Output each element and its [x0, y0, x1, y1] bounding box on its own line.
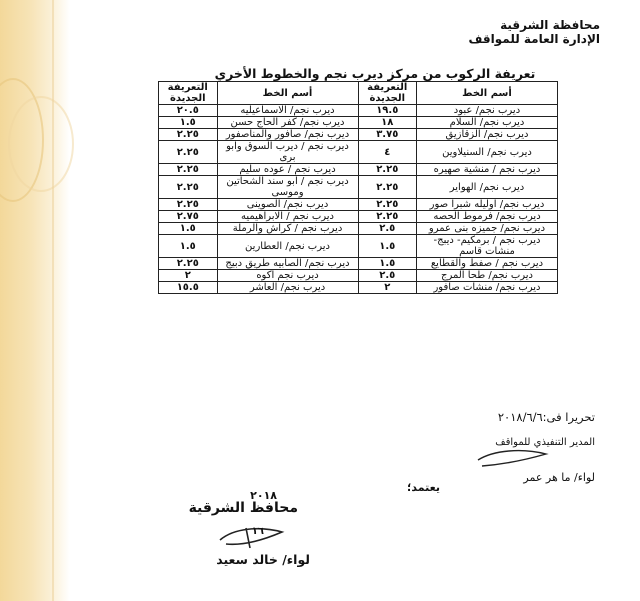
fare-cell: ٤ — [358, 141, 416, 164]
header-new-fare-left: التعريفة الجديدة — [159, 82, 218, 105]
fare-cell: ١.٥ — [358, 235, 416, 258]
line-name-cell: ديرب نجم / ديرب السوق وابو برى — [217, 141, 358, 164]
fare-cell: ٢.٢٥ — [358, 211, 416, 223]
line-name-cell: ديرب نجم/ اوليله شبرا صور — [416, 199, 557, 211]
governorate-name: محافظة الشرقية — [500, 18, 600, 32]
fare-cell: ١٥.٥ — [159, 282, 218, 294]
table-row — [159, 211, 558, 223]
fare-cell: ١.٥ — [159, 235, 218, 258]
fare-cell: ١.٥ — [159, 223, 218, 235]
fare-cell: ٢.٢٥ — [358, 199, 416, 211]
fare-cell: ٣.٧٥ — [358, 129, 416, 141]
line-name-cell: ديرب نجم / برمكيم- ديبج- منشات قاسم — [416, 235, 557, 258]
line-name-cell: ديرب نجم/ العطارين — [217, 235, 358, 258]
table-title: تعريفة الركوب من مركز ديرب نجم والخطوط الأخري — [214, 66, 536, 81]
table-row — [159, 164, 558, 176]
decorative-border — [0, 0, 70, 601]
table-row — [159, 270, 558, 282]
header-line-name-left: أسم الخط — [217, 82, 358, 105]
approval-label: يعتمد؛ — [407, 481, 440, 494]
table-row — [159, 117, 558, 129]
line-name-cell: ديرب نجم اكوه — [217, 270, 358, 282]
line-name-cell: ديرب نجم / ابو سند الشحاتين وموسى — [217, 176, 358, 199]
line-name-cell: ديرب نجم/ السنيلاوين — [416, 141, 557, 164]
department-name: الإدارة العامة للمواقف — [468, 32, 600, 46]
stamp-year: ٢٠١٨ — [250, 489, 277, 502]
line-name-cell: ديرب نجم / عوده سليم — [217, 164, 358, 176]
fare-cell: ٢.٢٥ — [159, 164, 218, 176]
table-row — [159, 105, 558, 117]
fare-cell: ١.٥ — [358, 258, 416, 270]
line-name-cell: ديرب نجم/ منشات صافور — [416, 282, 557, 294]
fare-cell: ٢.٥ — [358, 223, 416, 235]
fare-cell: ٢.٢٥ — [159, 176, 218, 199]
line-name-cell: ديرب نجم/ العاشر — [217, 282, 358, 294]
line-name-cell: ديرب نجم / كراش والرملة — [217, 223, 358, 235]
fare-cell: ٢.٥ — [358, 270, 416, 282]
fare-cell: ٢.٢٥ — [358, 164, 416, 176]
fare-cell: ٢ — [358, 282, 416, 294]
document-page — [70, 0, 640, 601]
fare-cell: ٢.٢٥ — [159, 141, 218, 164]
table-row — [159, 176, 558, 199]
written-date: تحريرا فى:٢٠١٨/٦/٦ — [497, 410, 595, 424]
line-name-cell: ديرب نجم/ صافور والمناصفور — [217, 129, 358, 141]
table-row — [159, 235, 558, 258]
stamp-number: ١٦ — [251, 526, 264, 537]
fare-cell: ٢.٧٥ — [159, 211, 218, 223]
header-new-fare-right: التعريفة الجديدة — [358, 82, 416, 105]
table-row — [159, 258, 558, 270]
fare-cell: ٢.٢٥ — [159, 129, 218, 141]
fare-cell: ٢.٢٥ — [159, 258, 218, 270]
stamp-governor-title: محافظ الشرقية — [188, 500, 298, 516]
fare-cell: ٢.٢٥ — [159, 199, 218, 211]
header-line-name-right: أسم الخط — [416, 82, 557, 105]
line-name-cell: ديرب نجم / الابراهيميه — [217, 211, 358, 223]
letterhead — [468, 18, 600, 46]
line-name-cell: ديرب نجم/ السلام — [416, 117, 557, 129]
line-name-cell: ديرب نجم/ فرموط الحصه — [416, 211, 557, 223]
line-name-cell: ديرب نجم/ الزقازيق — [416, 129, 557, 141]
line-name-cell: ديرب نجم/ الاسماعيليه — [217, 105, 358, 117]
table-row — [159, 141, 558, 164]
table-row — [159, 282, 558, 294]
fare-cell: ٢٠.٥ — [159, 105, 218, 117]
table-row — [159, 223, 558, 235]
fare-cell: ٢.٢٥ — [358, 176, 416, 199]
table-body — [159, 105, 558, 294]
table-row — [159, 129, 558, 141]
governor-name: لواء/ خالد سعيد — [216, 552, 310, 567]
fare-cell: ٢ — [159, 270, 218, 282]
fare-cell: ١٩.٥ — [358, 105, 416, 117]
line-name-cell: ديرب نجم/ الصوينى — [217, 199, 358, 211]
fare-table — [158, 81, 558, 294]
line-name-cell: ديرب نجم/ الهواير — [416, 176, 557, 199]
fare-cell: ١.٥ — [159, 117, 218, 129]
line-name-cell: ديرب نجم/ عبود — [416, 105, 557, 117]
decorative-line — [52, 0, 54, 601]
table-row — [159, 199, 558, 211]
line-name-cell: ديرب نجم/ جميزه بنى عمرو — [416, 223, 557, 235]
fare-cell: ١٨ — [358, 117, 416, 129]
director-name: لواء/ ما هر عمر — [523, 471, 595, 484]
line-name-cell: ديرب نجم/ كفر الحاج حسن — [217, 117, 358, 129]
line-name-cell: ديرب نجم/ الصابيه طريق دبيج — [217, 258, 358, 270]
executive-director-title: المدير التنفيذي للمواقف — [495, 437, 595, 448]
line-name-cell: ديرب نجم / منشية صهيره — [416, 164, 557, 176]
director-signature — [474, 446, 552, 470]
decorative-arc-inner — [8, 96, 74, 192]
line-name-cell: ديرب نجم / صفط والقطايع — [416, 258, 557, 270]
line-name-cell: ديرب نجم/ طحا المرج — [416, 270, 557, 282]
table-header-row — [159, 82, 558, 105]
